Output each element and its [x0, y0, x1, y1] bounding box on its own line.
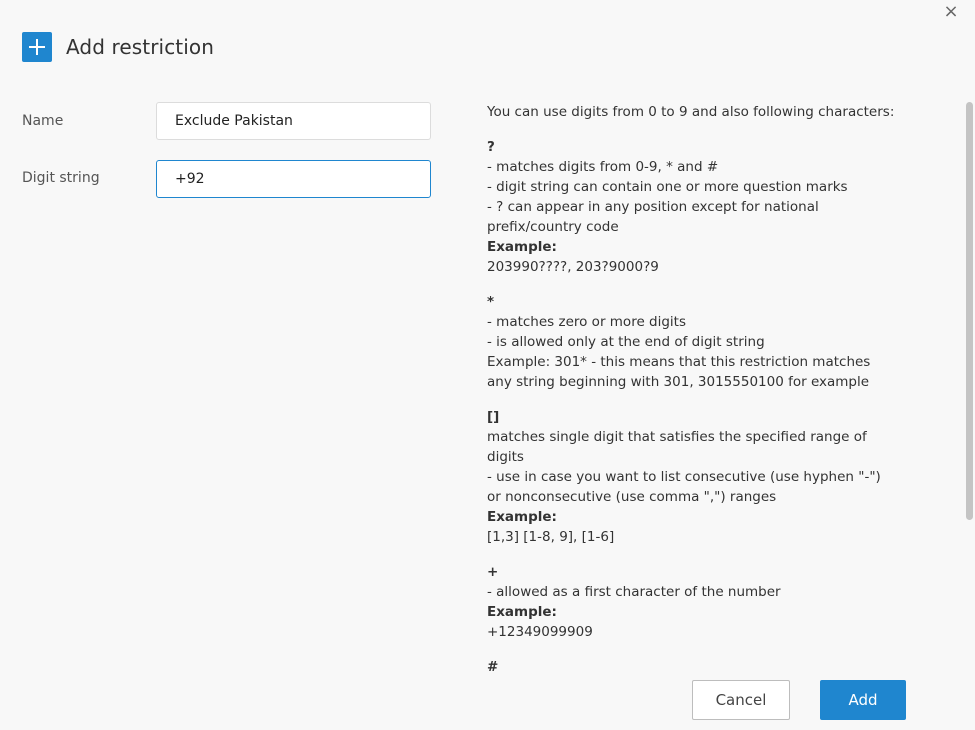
name-label: Name	[22, 113, 64, 129]
help-intro: You can use digits from 0 to 9 and also following characters:	[487, 104, 895, 120]
close-icon: ×	[943, 1, 959, 22]
help-bracket-example: [1,3] [1-8, 9], [1-6]	[487, 529, 615, 545]
digit-string-label: Digit string	[22, 170, 100, 186]
help-plus-line: - allowed as a first character of the number	[487, 584, 781, 600]
help-q-symbol: ?	[487, 139, 495, 155]
help-q-line: - digit string can contain one or more question marks	[487, 179, 848, 195]
help-star-example: Example: 301* - this means that this restriction matches any string beginning with 301, 3015550100 for example	[487, 354, 871, 390]
help-scrollbar[interactable]	[965, 100, 975, 660]
help-example-label: Example:	[487, 604, 557, 620]
help-q-line: - ? can appear in any position except for national prefix/country code	[487, 199, 819, 235]
dialog-header	[22, 32, 214, 62]
help-text	[487, 102, 897, 677]
help-star-line: - matches zero or more digits	[487, 314, 687, 330]
name-input[interactable]	[156, 102, 431, 140]
help-bracket-symbol: []	[487, 409, 500, 425]
digit-string-input[interactable]	[156, 160, 431, 198]
help-star-symbol: *	[487, 294, 495, 310]
help-star-line: - is allowed only at the end of digit string	[487, 334, 765, 350]
help-plus-symbol: +	[487, 564, 499, 580]
cancel-button[interactable]: Cancel	[692, 680, 790, 720]
close-button[interactable]	[941, 2, 961, 22]
help-bracket-line: matches single digit that satisfies the specified range of digits	[487, 429, 867, 465]
help-q-example: 203990????, 203?9000?9	[487, 259, 659, 275]
help-bracket-line: - use in case you want to list consecutive (use hyphen "-") or nonconsecutive (use comma ",") ranges	[487, 469, 881, 505]
add-button[interactable]: Add	[820, 680, 906, 720]
help-example-label: Example:	[487, 239, 557, 255]
plus-icon	[22, 32, 52, 62]
help-hash-symbol: #	[487, 659, 499, 675]
help-example-label: Example:	[487, 509, 557, 525]
help-q-line: - matches digits from 0-9, * and #	[487, 159, 719, 175]
scrollbar-thumb[interactable]	[966, 102, 973, 520]
help-plus-example: +12349099909	[487, 624, 593, 640]
dialog-title: Add restriction	[66, 35, 215, 59]
